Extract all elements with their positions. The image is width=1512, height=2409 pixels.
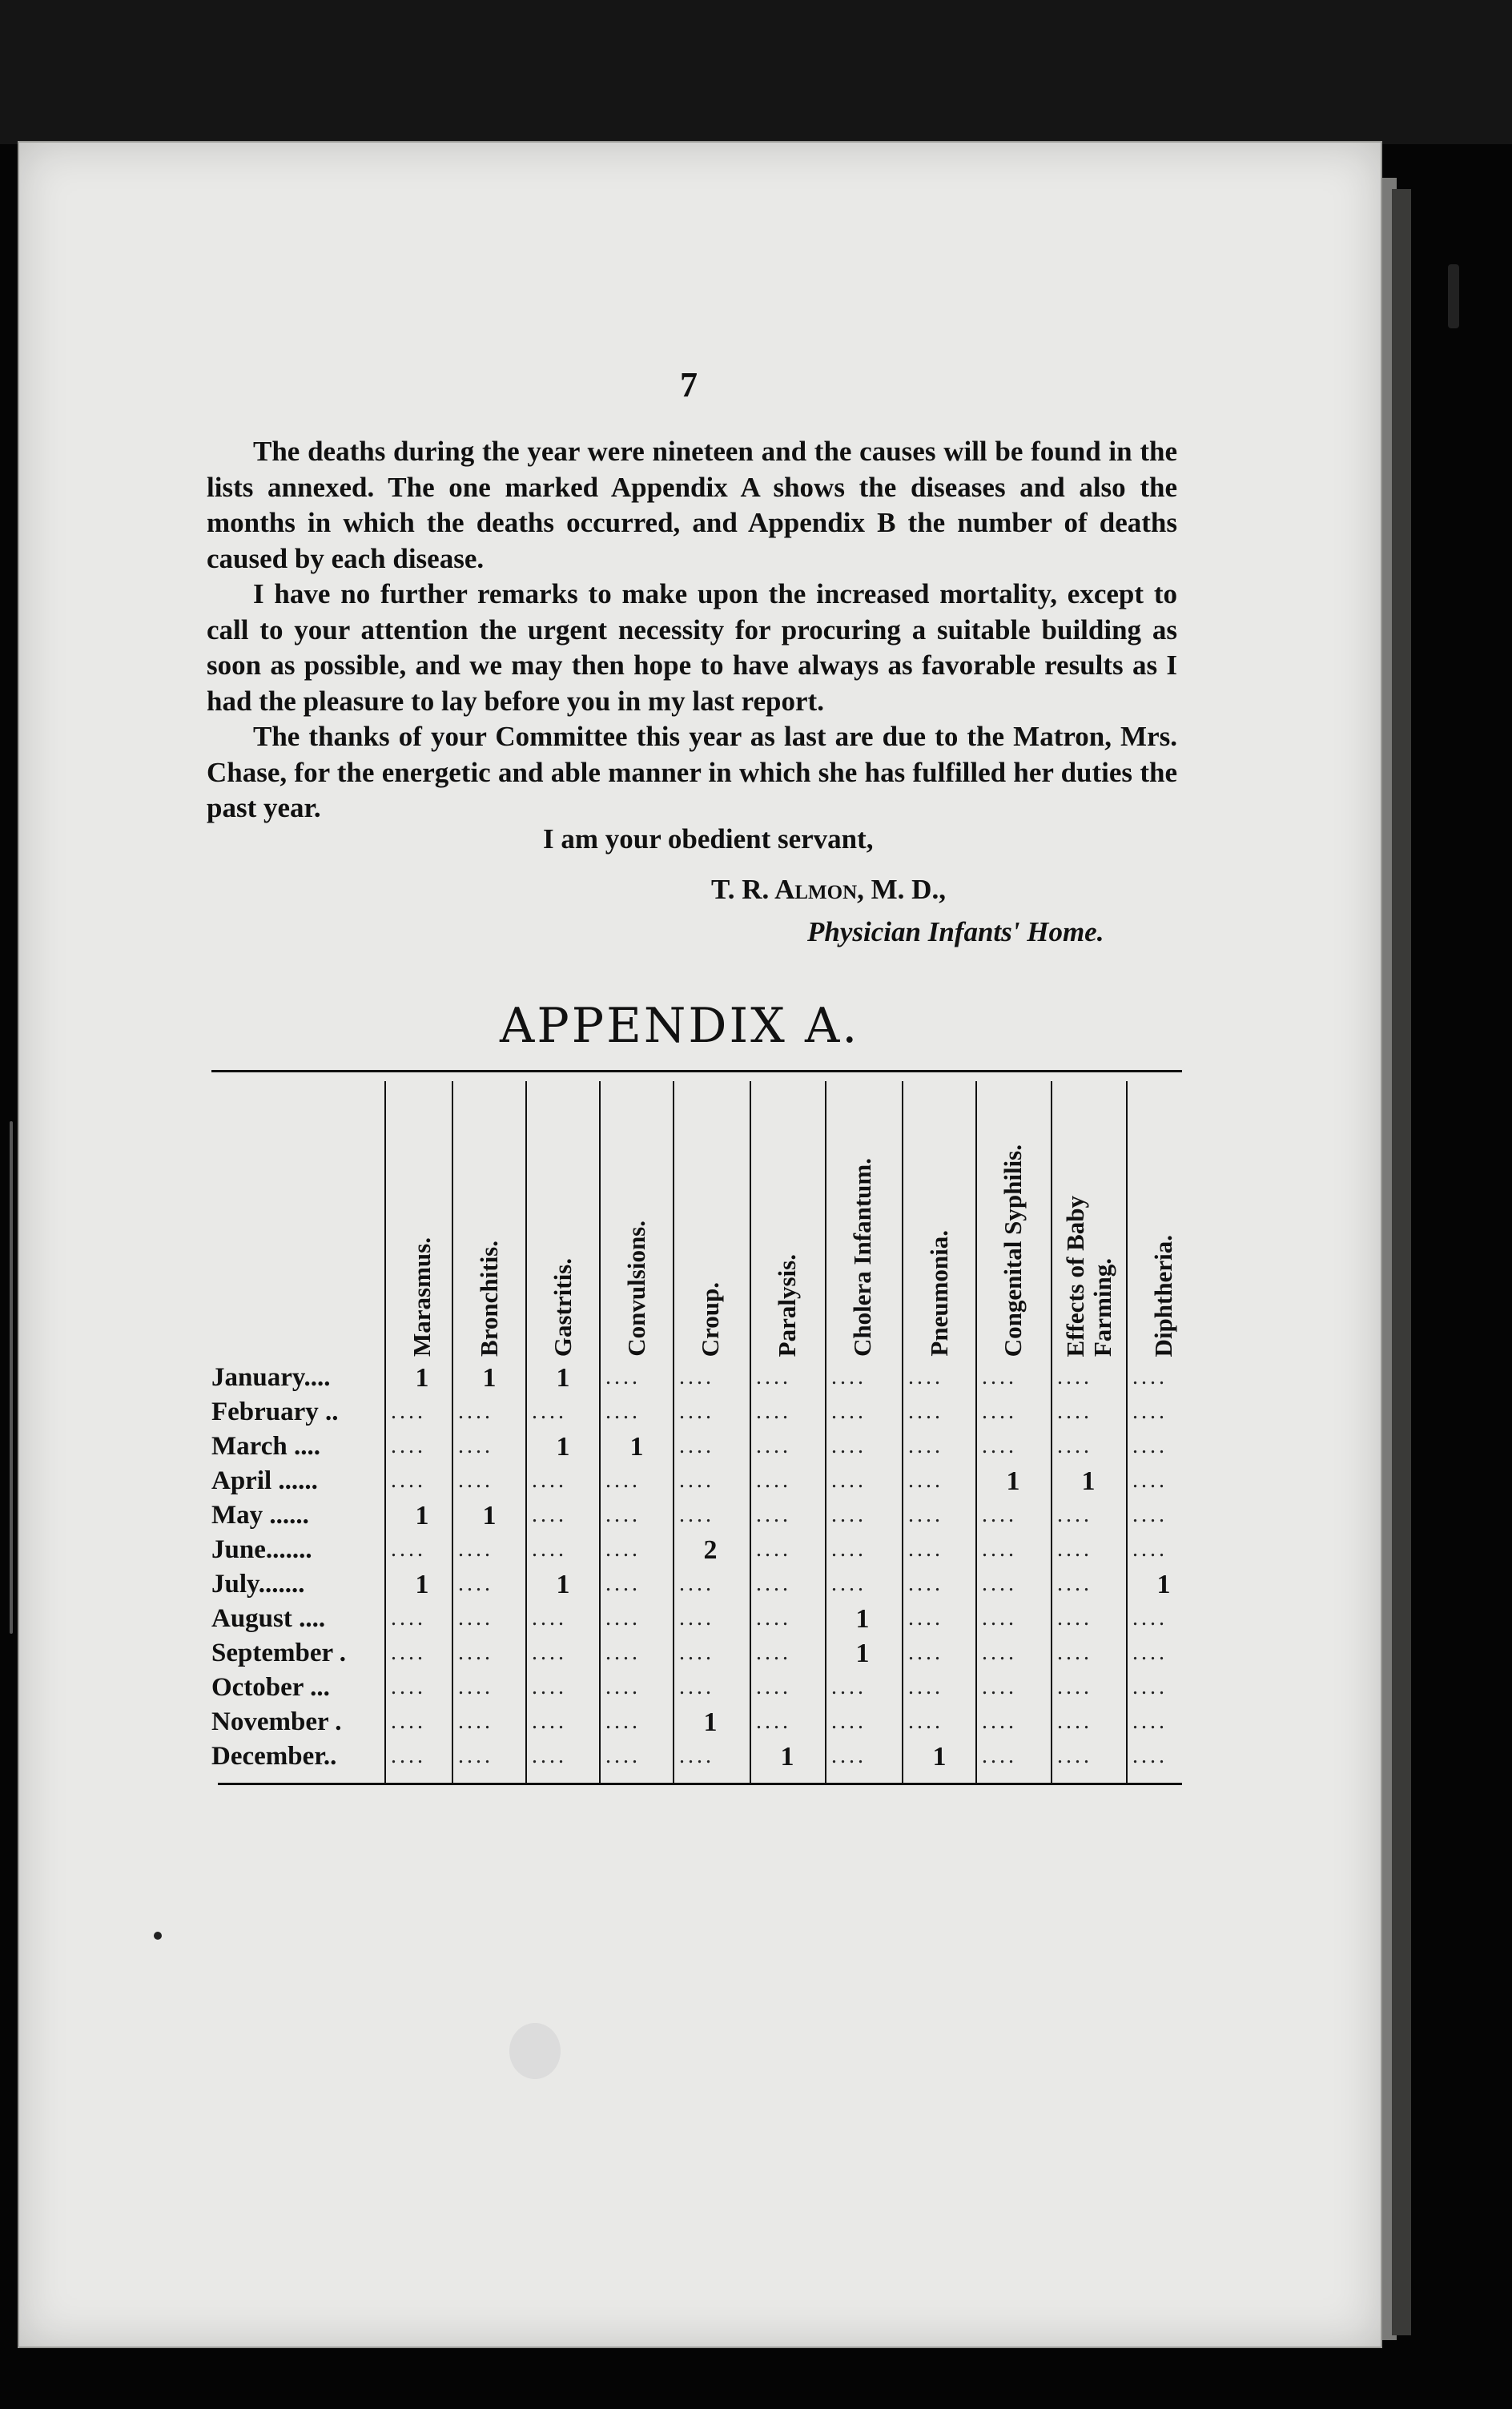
leader-dots: .... [1057, 1675, 1092, 1699]
leader-dots: .... [605, 1606, 641, 1631]
leader-dots: .... [1132, 1675, 1168, 1699]
leader-dots: .... [679, 1743, 714, 1768]
leader-dots: .... [605, 1399, 641, 1424]
month-label: August .... [211, 1604, 326, 1633]
leader-dots: .... [908, 1434, 943, 1458]
leader-dots: .... [391, 1468, 426, 1493]
leader-dots: .... [605, 1640, 641, 1665]
leader-dots: .... [908, 1537, 943, 1562]
table-cell: 1 [1081, 1466, 1096, 1496]
paragraph-deaths: The deaths during the year were nineteen and the causes will be found in the lists annexed. The one marked Appendix A shows the diseases and also the months in which the deaths occurred, and Appendix B the number of deaths caused by each disease. [207, 436, 1177, 574]
leader-dots: .... [908, 1571, 943, 1596]
leader-dots: .... [458, 1434, 493, 1458]
leader-dots: .... [1057, 1606, 1092, 1631]
table-cell: 1 [482, 1363, 497, 1393]
column-header: Farming. [1088, 1257, 1116, 1357]
closing-line: I am your obedient servant, [543, 823, 874, 855]
leader-dots: .... [1057, 1537, 1092, 1562]
column-divider [384, 1081, 386, 1783]
leader-dots: .... [532, 1606, 567, 1631]
month-label: July....... [211, 1570, 305, 1599]
leader-dots: .... [908, 1606, 943, 1631]
leader-dots: .... [532, 1675, 567, 1699]
leader-dots: .... [908, 1468, 943, 1493]
month-label: February .. [211, 1398, 339, 1426]
leader-dots: .... [831, 1571, 867, 1596]
table-cell: 1 [780, 1742, 794, 1772]
leader-dots: .... [391, 1743, 426, 1768]
table-cell: 2 [703, 1535, 718, 1565]
leader-dots: .... [458, 1709, 493, 1734]
leader-dots: .... [605, 1502, 641, 1527]
leader-dots: .... [605, 1571, 641, 1596]
column-header: Diphtheria. [1149, 1234, 1177, 1357]
leader-dots: .... [605, 1537, 641, 1562]
leader-dots: .... [908, 1399, 943, 1424]
leader-dots: .... [756, 1571, 791, 1596]
column-divider [825, 1081, 826, 1783]
leader-dots: .... [532, 1537, 567, 1562]
leader-dots: .... [1132, 1709, 1168, 1734]
leader-dots: .... [679, 1399, 714, 1424]
leader-dots: .... [391, 1675, 426, 1699]
table-cell: 1 [629, 1432, 644, 1462]
paragraph-mortality: I have no further remarks to make upon the increased mortality, except to call to your attention the urgent necessity for procuring a suitable building as soon as possible, and we may then hope to have always as favorable results as I had the pleasure to lay before you in my last report. [207, 578, 1177, 717]
leader-dots: .... [458, 1571, 493, 1596]
leader-dots: .... [1132, 1640, 1168, 1665]
leader-dots: .... [756, 1709, 791, 1734]
leader-dots: .... [1132, 1399, 1168, 1424]
leader-dots: .... [831, 1502, 867, 1527]
leader-dots: .... [532, 1502, 567, 1527]
leader-dots: .... [679, 1606, 714, 1631]
table-cell: 1 [1006, 1466, 1020, 1496]
month-label: December.. [211, 1742, 337, 1771]
page-edge-shadow-dark [1392, 189, 1411, 2335]
leader-dots: .... [532, 1743, 567, 1768]
month-label: June....... [211, 1535, 312, 1564]
leader-dots: .... [982, 1399, 1017, 1424]
table-cell: 1 [855, 1604, 870, 1634]
margin-mark [1448, 264, 1459, 328]
leader-dots: .... [391, 1434, 426, 1458]
leader-dots: .... [391, 1537, 426, 1562]
leader-dots: .... [831, 1675, 867, 1699]
leader-dots: .... [756, 1434, 791, 1458]
leader-dots: .... [908, 1675, 943, 1699]
ink-speck [154, 1932, 162, 1940]
column-header: Paralysis. [773, 1253, 801, 1357]
leader-dots: .... [756, 1537, 791, 1562]
table-cell: 1 [415, 1501, 429, 1530]
column-divider [1051, 1081, 1052, 1783]
leader-dots: .... [831, 1434, 867, 1458]
month-label: September . [211, 1639, 347, 1667]
appendix-title: APPENDIX A. [500, 998, 860, 1054]
leader-dots: .... [982, 1434, 1017, 1458]
leader-dots: .... [908, 1709, 943, 1734]
leader-dots: .... [679, 1434, 714, 1458]
leader-dots: .... [982, 1571, 1017, 1596]
column-divider [1126, 1081, 1128, 1783]
table-top-rule [211, 1070, 1182, 1072]
leader-dots: .... [605, 1675, 641, 1699]
month-label: November . [211, 1707, 342, 1736]
leader-dots: .... [605, 1365, 641, 1389]
leader-dots: .... [532, 1709, 567, 1734]
leader-dots: .... [982, 1743, 1017, 1768]
leader-dots: .... [831, 1468, 867, 1493]
signature-title: Physician Infants' Home. [807, 916, 1104, 947]
leader-dots: .... [831, 1709, 867, 1734]
leader-dots: .... [605, 1743, 641, 1768]
leader-dots: .... [831, 1399, 867, 1424]
table-cell: 1 [703, 1707, 718, 1737]
leader-dots: .... [532, 1399, 567, 1424]
leader-dots: .... [679, 1365, 714, 1389]
leader-dots: .... [1057, 1365, 1092, 1389]
leader-dots: .... [1132, 1468, 1168, 1493]
leader-dots: .... [679, 1468, 714, 1493]
month-label: May ...... [211, 1501, 309, 1530]
page-number: 7 [680, 365, 698, 404]
leader-dots: .... [756, 1675, 791, 1699]
left-margin-line [10, 1121, 13, 1634]
column-header: Marasmus. [408, 1237, 436, 1357]
leader-dots: .... [391, 1640, 426, 1665]
leader-dots: .... [458, 1743, 493, 1768]
leader-dots: .... [908, 1365, 943, 1389]
column-header: Croup. [696, 1281, 724, 1357]
table-cell: 1 [556, 1363, 570, 1393]
leader-dots: .... [532, 1640, 567, 1665]
leader-dots: .... [756, 1399, 791, 1424]
leader-dots: .... [679, 1502, 714, 1527]
leader-dots: .... [679, 1640, 714, 1665]
leader-dots: .... [1057, 1640, 1092, 1665]
leader-dots: .... [831, 1743, 867, 1768]
paragraph-thanks: The thanks of your Committee this year as last are due to the Matron, Mrs. Chase, for the energetic and able manner in which she has fulfilled her duties the past year. [207, 721, 1177, 823]
leader-dots: .... [982, 1709, 1017, 1734]
leader-dots: .... [982, 1502, 1017, 1527]
column-divider [975, 1081, 977, 1783]
leader-dots: .... [605, 1468, 641, 1493]
paper-speck [509, 2023, 561, 2079]
leader-dots: .... [982, 1606, 1017, 1631]
leader-dots: .... [605, 1709, 641, 1734]
leader-dots: .... [1132, 1537, 1168, 1562]
month-label: January.... [211, 1363, 331, 1392]
leader-dots: .... [908, 1502, 943, 1527]
column-header: Cholera Infantum. [848, 1157, 876, 1357]
leader-dots: .... [1132, 1743, 1168, 1768]
leader-dots: .... [391, 1709, 426, 1734]
leader-dots: .... [458, 1399, 493, 1424]
column-header: Bronchitis. [475, 1241, 503, 1357]
leader-dots: .... [756, 1606, 791, 1631]
leader-dots: .... [1057, 1502, 1092, 1527]
month-label: April ...... [211, 1466, 318, 1495]
leader-dots: .... [831, 1537, 867, 1562]
column-header: Pneumonia. [925, 1230, 953, 1357]
leader-dots: .... [1132, 1502, 1168, 1527]
table-cell: 1 [556, 1432, 570, 1462]
leader-dots: .... [458, 1640, 493, 1665]
leader-dots: .... [982, 1675, 1017, 1699]
column-divider [902, 1081, 903, 1783]
table-cell: 1 [415, 1570, 429, 1599]
scan-border-top [0, 0, 1512, 144]
leader-dots: .... [1132, 1365, 1168, 1389]
leader-dots: .... [982, 1640, 1017, 1665]
leader-dots: .... [756, 1365, 791, 1389]
leader-dots: .... [1057, 1399, 1092, 1424]
month-label: March .... [211, 1432, 320, 1461]
leader-dots: .... [1057, 1434, 1092, 1458]
signature-name: T. R. Almon, M. D., [711, 874, 946, 905]
column-header: Convulsions. [622, 1221, 650, 1357]
table-bottom-rule [218, 1783, 1182, 1785]
leader-dots: .... [1057, 1709, 1092, 1734]
column-header: Congenital Syphilis. [999, 1144, 1027, 1357]
leader-dots: .... [982, 1365, 1017, 1389]
leader-dots: .... [756, 1640, 791, 1665]
table-cell: 1 [1156, 1570, 1171, 1599]
leader-dots: .... [391, 1606, 426, 1631]
leader-dots: .... [458, 1606, 493, 1631]
column-header: Effects of Baby [1061, 1195, 1089, 1357]
leader-dots: .... [458, 1537, 493, 1562]
table-cell: 1 [932, 1742, 947, 1772]
leader-dots: .... [679, 1571, 714, 1596]
table-cell: 1 [855, 1639, 870, 1668]
table-cell: 1 [415, 1363, 429, 1393]
leader-dots: .... [1057, 1743, 1092, 1768]
leader-dots: .... [679, 1675, 714, 1699]
leader-dots: .... [532, 1468, 567, 1493]
leader-dots: .... [982, 1537, 1017, 1562]
leader-dots: .... [831, 1365, 867, 1389]
leader-dots: .... [1132, 1434, 1168, 1458]
leader-dots: .... [391, 1399, 426, 1424]
column-divider [750, 1081, 751, 1783]
report-body [207, 434, 1177, 826]
leader-dots: .... [1132, 1606, 1168, 1631]
leader-dots: .... [1057, 1571, 1092, 1596]
month-label: October ... [211, 1673, 330, 1702]
leader-dots: .... [458, 1468, 493, 1493]
leader-dots: .... [908, 1640, 943, 1665]
column-divider [452, 1081, 453, 1783]
table-cell: 1 [482, 1501, 497, 1530]
column-header: Gastritis. [549, 1257, 577, 1357]
table-cell: 1 [556, 1570, 570, 1599]
leader-dots: .... [756, 1468, 791, 1493]
leader-dots: .... [458, 1675, 493, 1699]
leader-dots: .... [756, 1502, 791, 1527]
